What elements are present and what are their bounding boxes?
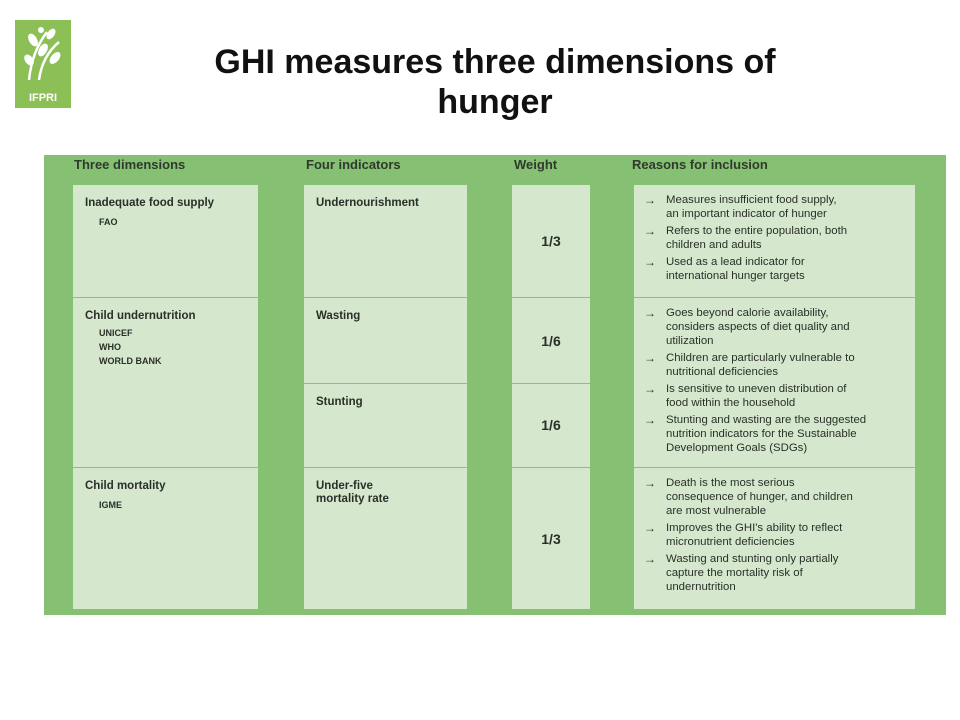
- indicator-label: Undernourishment: [316, 197, 419, 209]
- reason-line: an important indicator of hunger: [666, 208, 827, 220]
- weight-value: 1/3: [541, 233, 561, 249]
- source-label: WHO: [99, 342, 121, 352]
- wheat-icon: [15, 20, 71, 90]
- weight-cell: [512, 185, 590, 298]
- reason-line: Development Goals (SDGs): [666, 442, 808, 454]
- arrow-right-icon: →: [644, 382, 656, 396]
- indicator-label: Wasting: [316, 310, 361, 322]
- arrow-right-icon: →: [644, 224, 656, 238]
- indicator-label-line-1: Under-five: [316, 480, 373, 492]
- reasons-child-undernutrition: [634, 298, 915, 468]
- header-reasons: Reasons for inclusion: [632, 157, 768, 172]
- weight-cell: [512, 298, 590, 384]
- reasons-child-mortality: [634, 468, 915, 609]
- indicator-under-five-mortality: [304, 468, 467, 609]
- header-weight: Weight: [514, 157, 558, 172]
- page-title: [160, 42, 830, 122]
- reasons-food-supply: [634, 185, 915, 298]
- source-label: WORLD BANK: [99, 356, 162, 366]
- reason-line: Refers to the entire population, both: [666, 225, 848, 237]
- dimension-child-mortality: [73, 468, 258, 609]
- weight-value: 1/3: [541, 531, 561, 547]
- title-line-2: hunger: [437, 83, 553, 121]
- dimension-title: Child undernutrition: [85, 310, 196, 322]
- source-label: FAO: [99, 217, 118, 227]
- reason-line: food within the household: [666, 397, 796, 409]
- logo-text: IFPRI: [28, 92, 58, 104]
- header-dimensions: Three dimensions: [74, 157, 186, 172]
- header-indicators: Four indicators: [306, 157, 401, 172]
- indicator-stunting: [304, 384, 467, 468]
- reason-line: considers aspects of diet quality and: [666, 321, 850, 333]
- indicator-label: [316, 480, 389, 506]
- weight-value: 1/6: [541, 417, 561, 433]
- reason-line: Goes beyond calorie availability,: [666, 307, 829, 319]
- reason-line: nutritional deficiencies: [666, 366, 779, 378]
- arrow-right-icon: →: [644, 193, 656, 207]
- reason-item: [642, 476, 909, 518]
- reason-line: Is sensitive to uneven distribution of: [666, 383, 847, 395]
- arrow-right-icon: →: [644, 255, 656, 269]
- reason-item: [642, 306, 909, 348]
- ifpri-logo: [15, 20, 71, 108]
- reason-item: [642, 224, 909, 252]
- arrow-right-icon: →: [644, 476, 656, 490]
- weight-cell: [512, 468, 590, 609]
- reason-line: are most vulnerable: [666, 505, 767, 517]
- indicator-label-line-2: mortality rate: [316, 493, 389, 505]
- reason-line: Death is the most serious: [666, 477, 795, 489]
- reason-item: [642, 521, 909, 549]
- reason-item: [642, 413, 909, 455]
- reason-line: utilization: [666, 335, 714, 347]
- arrow-right-icon: →: [644, 306, 656, 320]
- indicator-label: Stunting: [316, 396, 363, 408]
- reason-line: consequence of hunger, and children: [666, 491, 853, 503]
- reason-line: Children are particularly vulnerable to: [666, 352, 855, 364]
- dimension-title: Inadequate food supply: [85, 197, 215, 209]
- reason-line: nutrition indicators for the Sustainable: [666, 428, 857, 440]
- reason-item: [642, 193, 909, 221]
- reason-line: capture the mortality risk of: [666, 567, 803, 579]
- weight-cell: [512, 384, 590, 468]
- ghi-table: [44, 155, 946, 615]
- reason-item: [642, 382, 909, 410]
- dimension-child-undernutrition: [73, 298, 258, 468]
- reason-line: international hunger targets: [666, 270, 805, 282]
- arrow-right-icon: →: [644, 552, 656, 566]
- arrow-right-icon: →: [644, 413, 656, 427]
- reason-line: Wasting and stunting only partially: [666, 553, 839, 565]
- weight-value: 1/6: [541, 333, 561, 349]
- dimension-food-supply: [73, 185, 258, 298]
- indicator-undernourishment: [304, 185, 467, 298]
- reason-line: Measures insufficient food supply,: [666, 194, 837, 206]
- reason-item: [642, 255, 909, 283]
- reason-line: undernutrition: [666, 581, 736, 593]
- reason-line: micronutrient deficiencies: [666, 536, 795, 548]
- dimension-title: Child mortality: [85, 480, 166, 492]
- arrow-right-icon: →: [644, 521, 656, 535]
- reason-line: Used as a lead indicator for: [666, 256, 805, 268]
- title-line-1: GHI measures three dimensions of: [214, 43, 776, 81]
- reason-item: [642, 552, 909, 594]
- reason-line: children and adults: [666, 239, 762, 251]
- reason-item: [642, 351, 909, 379]
- source-label: UNICEF: [99, 328, 133, 338]
- indicator-wasting: [304, 298, 467, 384]
- reason-line: Improves the GHI's ability to reflect: [666, 522, 843, 534]
- reason-line: Stunting and wasting are the suggested: [666, 414, 867, 426]
- source-label: IGME: [99, 500, 123, 510]
- arrow-right-icon: →: [644, 351, 656, 365]
